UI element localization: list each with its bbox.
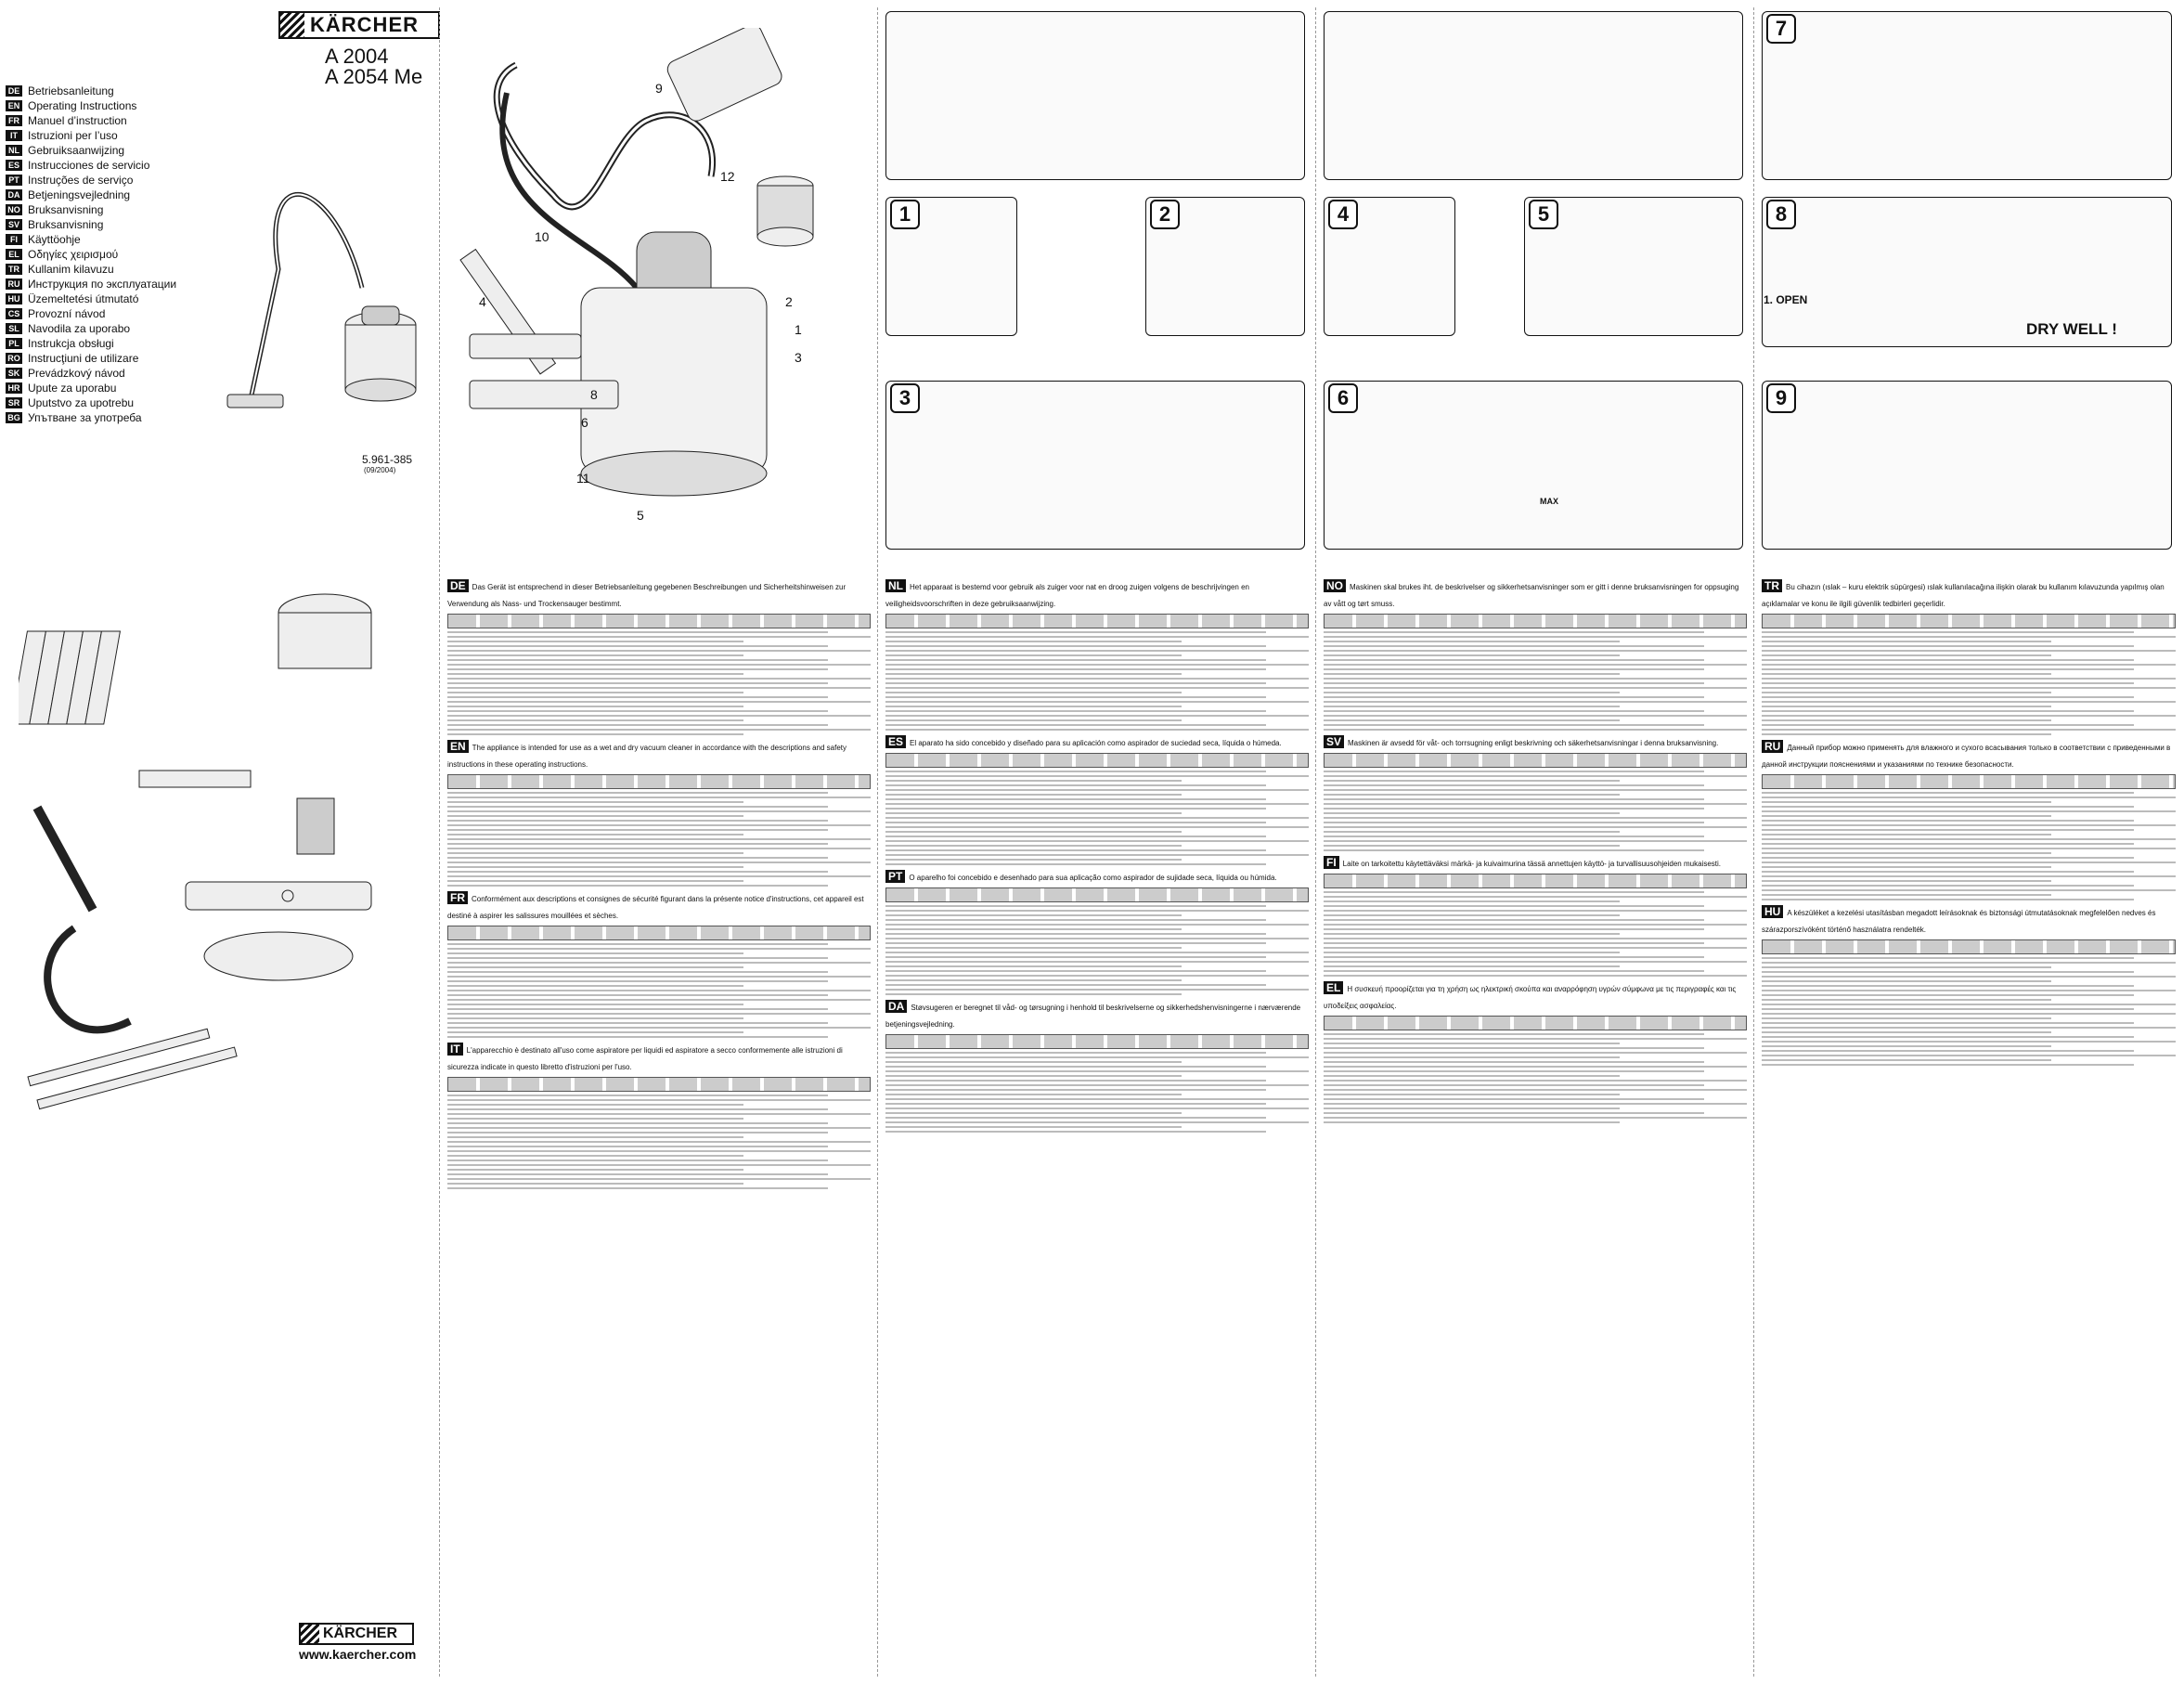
callout-6: 6	[581, 415, 588, 430]
section-tr: TR Bu cihazın (ıslak – kuru elektrik süpürgesi) ıslak kullanılacağına ilişkin olarak bu kullanım kılavuzunda yapılmış olan açıklamalar ve konu ile ilgili güvenlik tedbirleri geçerlidir.	[1762, 577, 2176, 735]
language-item: PL Instrukcja obsługi	[6, 336, 176, 351]
callout-12: 12	[720, 169, 735, 184]
section-en: EN The appliance is intended for use as a wet and dry vacuum cleaner in accordance with the descriptions and safety instructions in these operating instructions.	[447, 738, 871, 887]
step-7: 7	[1762, 11, 2172, 180]
callout-5: 5	[637, 508, 644, 523]
cover-panel	[0, 0, 436, 1684]
fold-line	[1753, 7, 1754, 1677]
language-item: TR Kullanim kilavuzu	[6, 262, 176, 277]
step-5: 5	[1524, 197, 1743, 336]
callout-8: 8	[590, 387, 598, 402]
section-el: EL Η συσκευή προορίζεται για τη χρήση ως ηλεκτρική σκούπα και αναρρόφηση υγρών σύμφωνα με τις περιγραφές και τις υποδείξεις ασφαλείας.	[1324, 979, 1747, 1123]
unpack-illustration	[885, 11, 1305, 180]
language-item: RU Инструкция по эксплуатации	[6, 277, 176, 291]
language-item: HR Upute za uporabu	[6, 381, 176, 395]
part-date: (09/2004)	[364, 466, 396, 474]
language-item: FR Manuel d’instruction	[6, 113, 176, 128]
callout-9: 9	[655, 81, 663, 96]
part-number: 5.961-385	[362, 453, 413, 466]
text-column-3	[1324, 577, 1747, 1673]
language-item: SR Uputstvo za upotrebu	[6, 395, 176, 410]
step-4: 4	[1324, 197, 1455, 336]
language-item: SL Navodila za uporabo	[6, 321, 176, 336]
callout-2: 2	[785, 294, 793, 309]
open-label: 1. OPEN	[1764, 293, 1808, 306]
section-pt: PT O aparelho foi concebido e desenhado para sua aplicação como aspirador de sujidade seca, líquida ou húmida.	[885, 868, 1309, 995]
language-list	[6, 84, 176, 425]
language-item: PT Instruções de serviço	[6, 173, 176, 188]
accessories-illustration	[19, 576, 427, 1151]
fold-line	[877, 7, 878, 1677]
text-column-1	[447, 577, 871, 1673]
section-fr: FR Conformément aux descriptions et consignes de sécurité figurant dans la présente notice d'instructions, cet appareil est destiné à aspirer les salissures mouillées et sèches.	[447, 889, 871, 1038]
language-item: FI Käyttöohje	[6, 232, 176, 247]
language-item: SK Prevádzkový návod	[6, 366, 176, 381]
fold-line	[1315, 7, 1316, 1677]
section-hu: HU A készüléket a kezelési utasításban megadott leírásoknak és biztonsági útmutatásoknak megfelelően nedves és szárazporszívóként történő használatra rendelték.	[1762, 903, 2176, 1066]
safety-illustration	[1324, 11, 1743, 180]
panel-2	[442, 0, 874, 1684]
section-it: IT L'apparecchio è destinato all'uso come aspiratore per liquidi ed aspiratore a secco conformemente alle istruzioni di sicurezza indicate in questo libretto d'istruzioni per l'uso.	[447, 1041, 871, 1189]
callout-4: 4	[479, 294, 486, 309]
address-list	[28, 1165, 427, 1611]
step-8: 8	[1762, 197, 2172, 347]
language-item: RO Instrucţiuni de utilizare	[6, 351, 176, 366]
panel-4	[1318, 0, 1751, 1684]
section-da: DA Støvsugeren er beregnet til våd- og tørsugning i henhold til beskrivelserne og sikkerhedshenvisningerne i nærværende betjeningsvejledning.	[885, 998, 1309, 1133]
language-item: NO Bruksanvisning	[6, 202, 176, 217]
language-item: NL Gebruiksaanwijzing	[6, 143, 176, 158]
language-item: SV Bruksanvisning	[6, 217, 176, 232]
language-item: HU Üzemeltetési útmutató	[6, 291, 176, 306]
dry-well-label: DRY WELL !	[2026, 320, 2117, 338]
fold-line	[439, 7, 440, 1677]
section-fi: FI Laite on tarkoitettu käytettäväksi märkä- ja kuivaimurina tässä annettujen käyttö- ja turvallisuusohjeiden mukaisesti.	[1324, 854, 1747, 977]
section-ru: RU Данный прибор можно применять для влажного и сухого всасывания только в соответствии с приведенными в данной инструкции пояснениями и указаниями по технике безопасности.	[1762, 738, 2176, 900]
language-item: EL Οδηγίες χειρισμού	[6, 247, 176, 262]
model-name-2: A 2054 Me	[325, 65, 423, 88]
callout-3: 3	[795, 350, 802, 365]
language-item: DE Betriebsanleitung	[6, 84, 176, 98]
brand-stripes-icon	[301, 1625, 319, 1643]
step-9: 9	[1762, 381, 2172, 550]
step-6: 6 MAX	[1324, 381, 1743, 550]
language-item: CS Provozní návod	[6, 306, 176, 321]
callout-1: 1	[795, 322, 802, 337]
language-item: EN Operating Instructions	[6, 98, 176, 113]
cover-vacuum-illustration	[223, 121, 427, 427]
brand-stripes-icon	[280, 13, 304, 37]
section-sv: SV Maskinen är avsedd för våt- och torrsugning enligt beskrivning och säkerhetsanvisningar i denna bruksanvisning.	[1324, 733, 1747, 851]
section-de: DE Das Gerät ist entsprechend in dieser Betriebsanleitung gegebenen Beschreibungen und Sicherheitshinweisen zur Verwendung als Nass- und Trockensauger bestimmt.	[447, 577, 871, 735]
language-item: BG Упътване за употреба	[6, 410, 176, 425]
section-no: NO Maskinen skal brukes iht. de beskrivelser og sikkerhetsanvisninger som er gitt i denne bruksanvisningen for oppsuging av vått og tørt smuss.	[1324, 577, 1747, 731]
max-label: MAX	[1540, 497, 1558, 506]
language-item: IT Istruzioni per l’uso	[6, 128, 176, 143]
language-item: ES Instrucciones de servicio	[6, 158, 176, 173]
step-3: 3	[885, 381, 1305, 550]
brand-logo	[278, 11, 440, 39]
section-es: ES El aparato ha sido concebido y diseñado para su aplicación como aspirador de suciedad seca, líquida o húmeda.	[885, 733, 1309, 865]
footer-brand-logo: KÄRCHER	[299, 1623, 414, 1645]
brand-name: KÄRCHER	[310, 13, 419, 36]
text-column-4	[1762, 577, 2176, 1673]
callout-11: 11	[576, 471, 590, 486]
footer-url: www.kaercher.com	[299, 1647, 417, 1662]
language-item: DA Betjeningsvejledning	[6, 188, 176, 202]
step-1: 1	[885, 197, 1017, 336]
panel-3	[880, 0, 1312, 1684]
exploded-view-illustration	[442, 28, 874, 548]
model-name-1: A 2004	[325, 45, 389, 68]
section-nl: NL Het apparaat is bestemd voor gebruik als zuiger voor nat en droog zuigen volgens de beschrijvingen en veiligheidsvoorschriften in deze gebruiksaanwijzing.	[885, 577, 1309, 731]
text-column-2	[885, 577, 1309, 1673]
callout-10: 10	[535, 229, 549, 244]
step-2: 2	[1145, 197, 1305, 336]
